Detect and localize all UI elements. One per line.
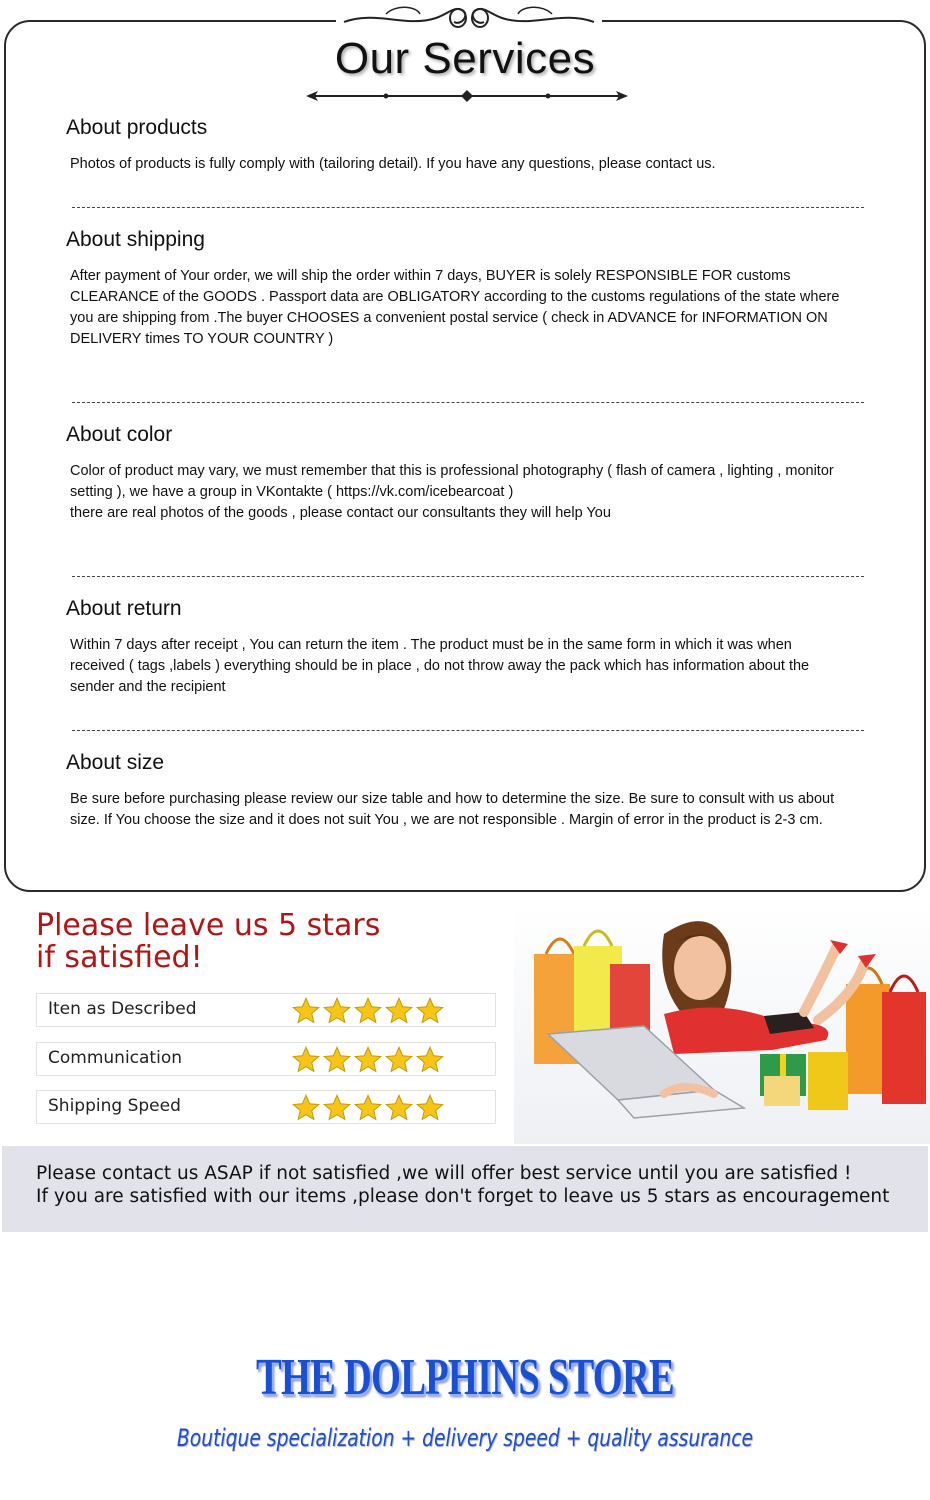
section-products bbox=[66, 116, 866, 175]
section-shipping bbox=[66, 228, 866, 350]
dashed-divider bbox=[72, 576, 864, 577]
dashed-divider bbox=[72, 402, 864, 403]
star-icon bbox=[353, 1045, 383, 1075]
star-icon bbox=[291, 1045, 321, 1075]
star-icon bbox=[291, 1093, 321, 1123]
rating-title-line1: Please leave us 5 stars bbox=[36, 908, 381, 943]
rating-label: Shipping Speed bbox=[48, 1096, 181, 1116]
notice-line2: If you are satisfied with our items ,please don't forget to leave us 5 stars as encouragement bbox=[36, 1186, 890, 1207]
star-icon bbox=[384, 996, 414, 1026]
section-heading: About size bbox=[66, 751, 165, 774]
section-color bbox=[66, 423, 866, 524]
rating-row-item-described bbox=[36, 993, 496, 1027]
rating-row-communication bbox=[36, 1042, 496, 1076]
star-rating bbox=[291, 1093, 446, 1123]
star-icon bbox=[384, 1093, 414, 1123]
page-title: Our Services bbox=[334, 34, 596, 83]
section-body: Be sure before purchasing please review our size table and how to determine the size. Be sure to consult with us about size. If You choose the size and it does not suit You , we are not responsible . Margin of error in the product is 2-3 cm. bbox=[70, 791, 835, 828]
star-icon bbox=[291, 996, 321, 1026]
rating-label: Iten as Described bbox=[48, 999, 197, 1019]
section-body: Photos of products is fully comply with (tailoring detail). If you have any questions, please contact us. bbox=[70, 156, 716, 172]
star-icon bbox=[322, 1045, 352, 1075]
store-logo bbox=[0, 1340, 930, 1470]
star-icon bbox=[322, 1093, 352, 1123]
section-heading: About shipping bbox=[66, 228, 205, 251]
star-icon bbox=[415, 1045, 445, 1075]
star-icon bbox=[353, 996, 383, 1026]
rating-title-line2: if satisfied! bbox=[36, 940, 203, 975]
shopping-woman-laptop-image bbox=[514, 904, 930, 1144]
star-icon bbox=[384, 1045, 414, 1075]
section-heading: About return bbox=[66, 597, 182, 620]
section-body: After payment of Your order, we will ship the order within 7 days, BUYER is solely RESPONSIBLE FOR customs CLEARANCE of the GOODS . Passport data are OBLIGATORY according to the customs regulations of the state where you are shipping from .The buyer CHOOSES a convenient postal service ( check in ADVANCE for INFORMATION ON DELIVERY times TO YOUR COUNTRY ) bbox=[70, 268, 840, 347]
star-icon bbox=[415, 996, 445, 1026]
section-return bbox=[66, 597, 866, 698]
rating-label: Communication bbox=[48, 1048, 182, 1068]
section-body: Within 7 days after receipt , You can return the item . The product must be in the same form in which it was when received ( tags ,labels ) everything should be in place , do not throw away the pack which has information about the sender and the recipient bbox=[70, 637, 810, 695]
dashed-divider bbox=[72, 207, 864, 208]
store-tagline: Boutique specialization + delivery speed + quality assurance bbox=[176, 1424, 754, 1452]
star-icon bbox=[322, 996, 352, 1026]
section-heading: About color bbox=[66, 423, 173, 446]
star-rating bbox=[291, 996, 446, 1026]
notice-band bbox=[2, 1146, 928, 1232]
arrow-divider-icon bbox=[306, 86, 628, 106]
star-rating bbox=[291, 1045, 446, 1075]
store-name: THE DOLPHINS STORE bbox=[256, 1349, 674, 1406]
rating-row-shipping-speed bbox=[36, 1090, 496, 1124]
section-heading: About products bbox=[66, 116, 208, 139]
notice-text bbox=[36, 1162, 889, 1208]
section-size bbox=[66, 751, 866, 831]
star-icon bbox=[415, 1093, 445, 1123]
notice-line1: Please contact us ASAP if not satisfied ,we will offer best service until you are satisfied ! bbox=[36, 1163, 852, 1184]
rating-title bbox=[36, 910, 380, 974]
star-icon bbox=[353, 1093, 383, 1123]
section-body: Color of product may vary, we must remember that this is professional photography ( flash of camera , lighting , monitor setting ), we have a group in VKontakte ( https://vk.com/icebearcoat ) there are real photos of the goods , please contact our consultants they will help You bbox=[70, 463, 834, 521]
dashed-divider bbox=[72, 730, 864, 731]
